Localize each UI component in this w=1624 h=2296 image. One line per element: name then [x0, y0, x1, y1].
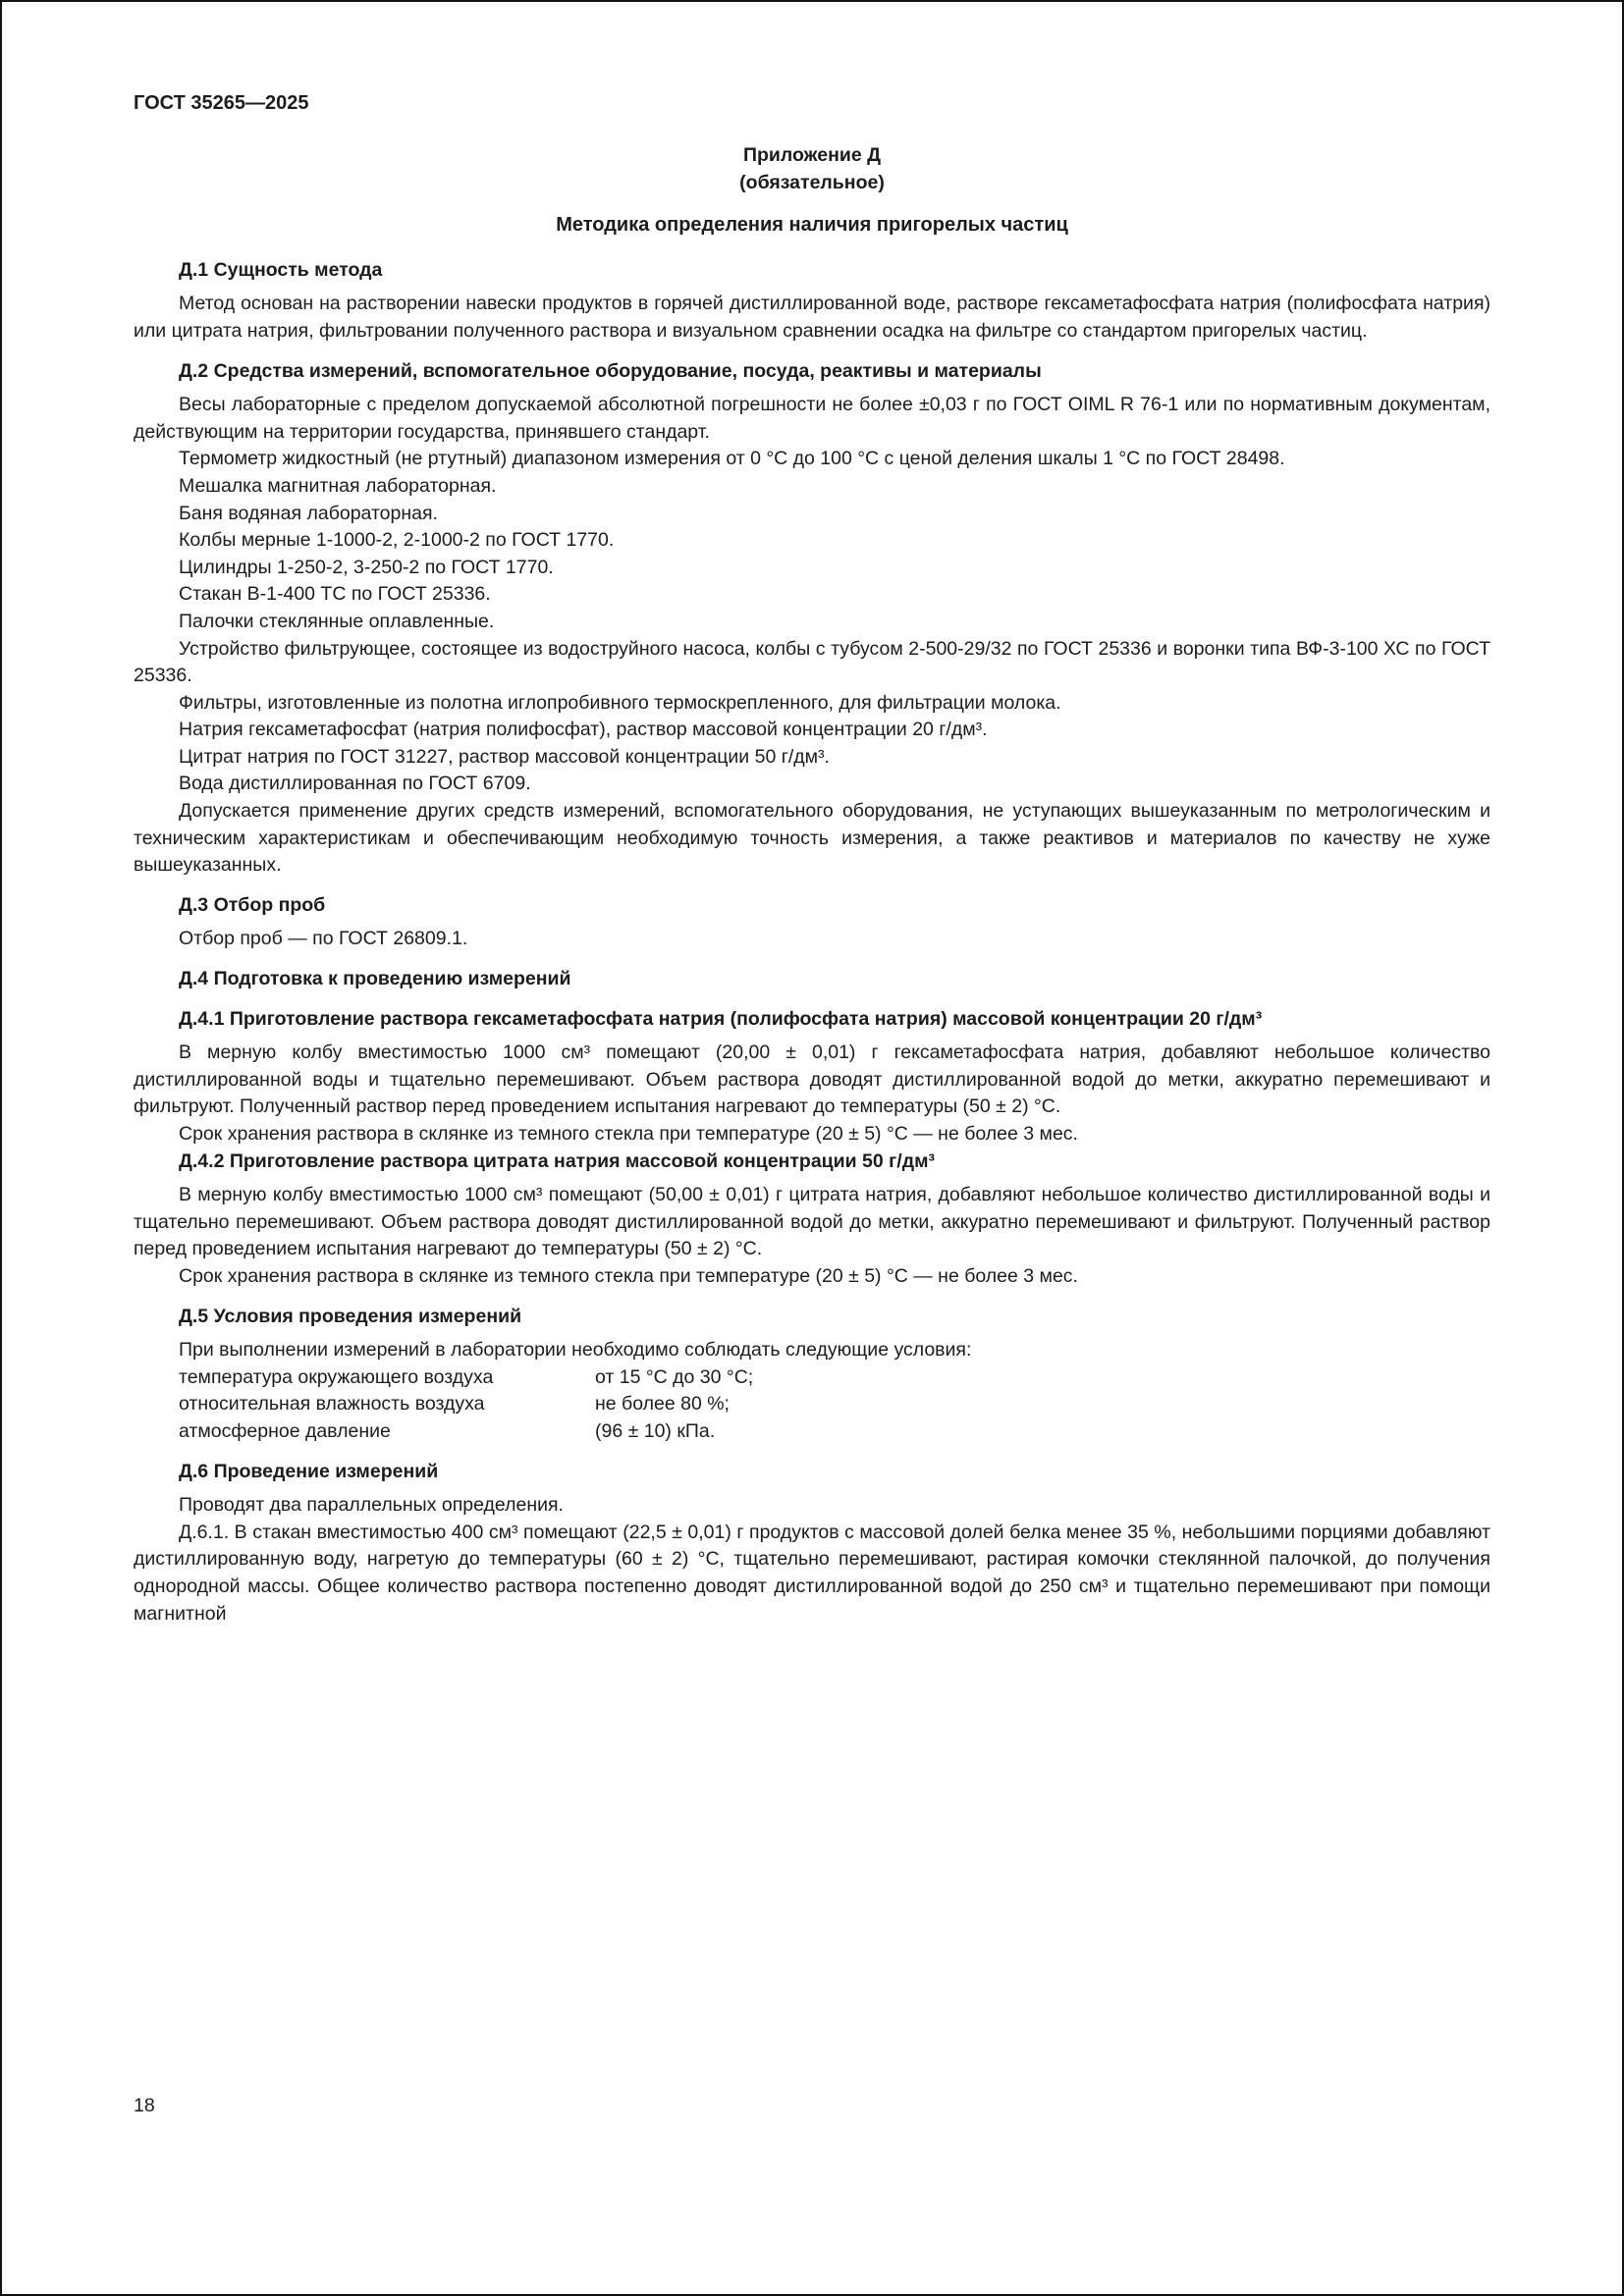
paragraph: В мерную колбу вместимостью 1000 см³ помещают (50,00 ± 0,01) г цитрата натрия, добавляют небольшое количество дистиллированной воды и тщательно перемешивают. Объем раствора доводят дистиллированной водой до метки, аккуратно перемешивают и фильтруют. Полученный раствор перед проведением испытания нагревают до температуры (50 ± 2) °С. — [134, 1184, 1490, 1260]
paragraph: Д.6.1. В стакан вместимостью 400 см³ помещают (22,5 ± 0,01) г продуктов с массовой долей белка менее 35 %, небольшими порциями добавляют дистиллированную воду, нагретую до температуры (60 ± 2) °С, тщательно перемешивают, растирая комочки стеклянной палочкой, до получения однородной массы. Общее количество раствора постепенно доводят дистиллированной водой до 250 см³ и тщательно перемешивают при помощи магнитной — [134, 1521, 1490, 1625]
doc-number: ГОСТ 35265—2025 — [134, 92, 309, 114]
paragraph: Вода дистиллированная по ГОСТ 6709. — [179, 773, 531, 795]
condition-value: не более 80 %; — [595, 1393, 730, 1415]
paragraph: Цилиндры 1-250-2, 3-250-2 по ГОСТ 1770. — [179, 556, 554, 578]
paragraph: Устройство фильтрующее, состоящее из водоструйного насоса, колбы с тубусом 2-500-29/32 по ГОСТ 25336 и воронки типа ВФ-3-100 ХС по ГОСТ 25336. — [134, 637, 1490, 687]
paragraph: Проводят два параллельных определения. — [179, 1494, 564, 1517]
paragraph: Фильтры, изготовленные из полотна иглопробивного термоскрепленного, для фильтрации молока. — [179, 691, 1061, 714]
subsection-heading: Д.4.2 Приготовление раствора цитрата натрия массовой концентрации 50 г/дм³ — [179, 1149, 936, 1172]
section-heading: Д.3 Отбор проб — [179, 893, 326, 916]
section-heading: Д.5 Условия проведения измерений — [179, 1305, 522, 1327]
page-title: Методика определения наличия пригорелых частиц — [556, 214, 1068, 237]
paragraph: Термометр жидкостный (не ртутный) диапазоном измерения от 0 °С до 100 °С с ценой деления шкалы 1 °С по ГОСТ 28498. — [179, 448, 1285, 470]
paragraph: Баня водяная лабораторная. — [179, 502, 438, 524]
condition-row — [179, 1364, 1490, 1392]
paragraph: Мешалка магнитная лабораторная. — [179, 474, 497, 497]
paragraph: Допускается применение других средств измерений, вспомогательного оборудования, не уступающих вышеуказанным по метрологическим и техническим характеристикам и обеспечивающим необходимую точность измерения, а также реактивов и материалов по качеству не хуже вышеуказанных. — [134, 800, 1490, 877]
section-heading: Д.6 Проведение измерений — [179, 1460, 439, 1482]
page-number: 18 — [134, 2095, 155, 2116]
paragraph: Стакан В-1-400 ТС по ГОСТ 25336. — [179, 583, 491, 606]
paragraph: Метод основан на растворении навески продуктов в горячей дистиллированной воде, растворе гексаметафосфата натрия (полифосфата натрия) или цитрата натрия, фильтровании полученного раствора и визуальном сравнении осадка на фильтре со стандартом пригорелых частиц. — [134, 293, 1490, 342]
condition-row — [179, 1391, 1490, 1418]
paragraph: При выполнении измерений в лаборатории необходимо соблюдать следующие условия: — [179, 1339, 972, 1362]
section-heading: Д.4 Подготовка к проведению измерений — [179, 968, 571, 990]
annex-kind: (обязательное) — [739, 171, 885, 193]
condition-label: атмосферное давление — [179, 1419, 391, 1442]
condition-row — [179, 1418, 1490, 1446]
paragraph: Срок хранения раствора в склянке из темного стекла при температуре (20 ± 5) °С — не более 3 мес. — [179, 1264, 1078, 1287]
paragraph: В мерную колбу вместимостью 1000 см³ помещают (20,00 ± 0,01) г гексаметафосфата натрия, добавляют небольшое количество дистиллированной воды и тщательно перемешивают. Объем раствора доводят дистиллированной водой до метки, аккуратно перемешивают и фильтруют. Полученный раствор перед проведением испытания нагревают до температуры (50 ± 2) °С. — [134, 1041, 1490, 1118]
paragraph: Цитрат натрия по ГОСТ 31227, раствор массовой концентрации 50 г/дм³. — [179, 745, 830, 768]
condition-value: от 15 °С до 30 °С; — [595, 1365, 754, 1388]
section-heading: Д.2 Средства измерений, вспомогательное оборудование, посуда, реактивы и материалы — [179, 359, 1042, 382]
annex-label: Приложение Д — [742, 144, 882, 166]
paragraph: Колбы мерные 1-1000-2, 2-1000-2 по ГОСТ 1770. — [179, 529, 615, 552]
measurement-conditions — [134, 1364, 1490, 1446]
paragraph: Весы лабораторные с пределом допускаемой абсолютной погрешности не более ±0,03 г по ГОСТ OIML R 76-1 или по нормативным документам, действующим на территории государства, принявшего стандарт. — [134, 394, 1490, 443]
page-content — [2, 2, 1622, 1628]
paragraph: Палочки стеклянные оплавленные. — [179, 610, 495, 632]
condition-label: температура окружающего воздуха — [179, 1365, 494, 1388]
paragraph: Срок хранения раствора в склянке из темного стекла при температуре (20 ± 5) °С — не более 3 мес. — [179, 1123, 1078, 1145]
paragraph: Натрия гексаметафосфат (натрия полифосфат), раствор массовой концентрации 20 г/дм³. — [179, 719, 988, 741]
condition-value: (96 ± 10) кПа. — [595, 1419, 716, 1442]
subsection-heading: Д.4.1 Приготовление раствора гексаметафосфата натрия (полифосфата натрия) массовой концентрации 20 г/дм³ — [179, 1007, 1263, 1030]
condition-label: относительная влажность воздуха — [179, 1393, 485, 1415]
section-heading: Д.1 Сущность метода — [179, 258, 383, 281]
paragraph: Отбор проб — по ГОСТ 26809.1. — [179, 928, 468, 950]
